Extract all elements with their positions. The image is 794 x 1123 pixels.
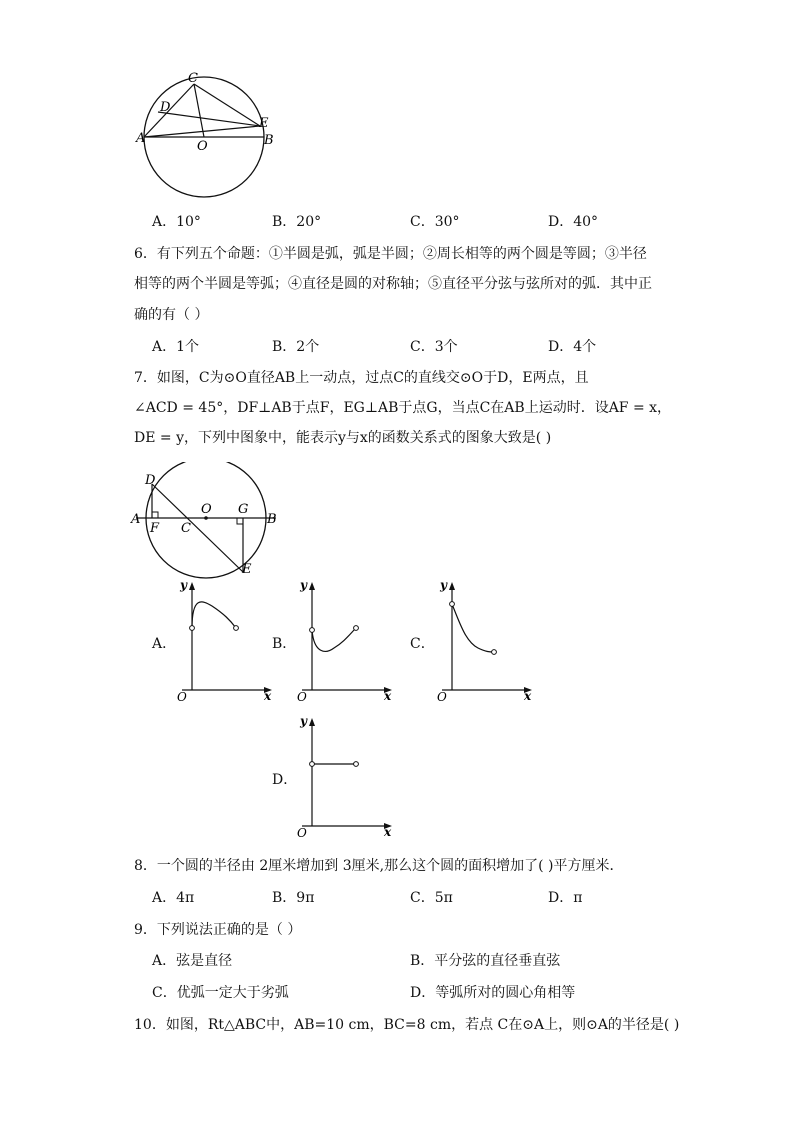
q7-circle-figure <box>128 462 288 587</box>
q5-label-e: E <box>259 116 269 131</box>
q5-option-d: D．40° <box>548 214 599 230</box>
q7-option-a-letter: A． <box>152 636 177 652</box>
q8-question: 8．一个圆的半径由 2厘米增加到 3厘米,那么这个圆的面积增加了( )平方厘米． <box>134 858 624 874</box>
q6-option-d: D．4个 <box>548 339 597 355</box>
q7-graph-c <box>432 576 542 706</box>
q7-graph-b <box>292 576 402 706</box>
q7-label-c: C <box>181 521 191 536</box>
q9-option-c: C．优弧一定大于劣弧 <box>152 985 289 1001</box>
q7-graph-b-origin: O <box>297 690 307 704</box>
q6-line-1: 6．有下列五个命题：①半圆是弧，弧是半圆；②周长相等的两个圆是等圆；③半径 <box>134 246 647 262</box>
q5-label-d: D <box>160 100 171 115</box>
q7-label-b: B <box>267 512 277 527</box>
q8-option-c: C．5π <box>410 890 453 906</box>
q6-option-b: B．2个 <box>272 339 320 355</box>
q7-graph-b-y: y <box>300 578 307 592</box>
q7-graph-d-x: x <box>384 825 392 839</box>
q9-option-a: A．弦是直径 <box>152 953 233 969</box>
q5-label-b: B <box>264 133 274 148</box>
q8-option-b: B．9π <box>272 890 315 906</box>
q5-option-a: A．10° <box>152 214 201 230</box>
q7-label-g: G <box>238 502 249 517</box>
q7-graph-c-y: y <box>440 578 447 592</box>
q6-option-a: A．1个 <box>152 339 200 355</box>
q7-label-a: A <box>131 512 141 527</box>
q6-option-c: C．3个 <box>410 339 458 355</box>
q7-label-o: O <box>201 502 212 517</box>
q7-graph-a <box>172 576 282 706</box>
q5-circle-figure <box>130 70 290 200</box>
q7-option-c-letter: C． <box>410 636 435 652</box>
q10-question: 10．如图，Rt△ABC中，AB=10 cm，BC=8 cm，若点 C在⊙A上，则⊙A的半径是( ) <box>134 1017 680 1033</box>
q7-graph-c-x: x <box>524 689 532 703</box>
q7-graph-a-y: y <box>180 578 187 592</box>
q7-label-e: E <box>242 562 252 577</box>
q9-option-b: B．平分弦的直径垂直弦 <box>410 953 561 969</box>
q7-option-d-letter: D． <box>272 772 298 788</box>
q6-line-3: 确的有（ ） <box>134 307 209 323</box>
q7-graph-d-origin: O <box>297 826 307 840</box>
q5-option-c: C．30° <box>410 214 460 230</box>
q5-label-a: A <box>136 131 146 146</box>
q7-graph-a-x: x <box>264 689 272 703</box>
q7-line-1: 7．如图，C为⊙O直径AB上一动点，过点C的直线交⊙O于D，E两点，且 <box>134 370 589 386</box>
q5-option-b: B．20° <box>272 214 322 230</box>
q9-question: 9．下列说法正确的是（ ） <box>134 922 302 938</box>
q8-option-a: A．4π <box>152 890 195 906</box>
q7-graph-d <box>292 712 402 842</box>
q7-line-2: ∠ACD = 45°，DF⊥AB于点F，EG⊥AB于点G，当点C在AB上运动时．设AF = x， <box>134 400 672 416</box>
q6-line-2: 相等的两个半圆是等弧；④直径是圆的对称轴；⑤直径平分弦与弦所对的弧．其中正 <box>134 276 652 292</box>
q7-graph-d-y: y <box>300 714 307 728</box>
q7-label-d: D <box>145 473 156 488</box>
q5-label-o: O <box>197 139 208 154</box>
q7-graph-a-origin: O <box>177 690 187 704</box>
q7-graph-c-origin: O <box>437 690 447 704</box>
q7-line-3: DE = y，下列中图象中，能表示y与x的函数关系式的图象大致是( ) <box>134 430 552 446</box>
q7-graph-b-x: x <box>384 689 392 703</box>
q8-option-d: D．π <box>548 890 583 906</box>
q5-label-c: C <box>188 71 198 86</box>
q7-label-f: F <box>150 521 160 536</box>
q9-option-d: D．等弧所对的圆心角相等 <box>410 985 576 1001</box>
q7-option-b-letter: B． <box>272 636 297 652</box>
